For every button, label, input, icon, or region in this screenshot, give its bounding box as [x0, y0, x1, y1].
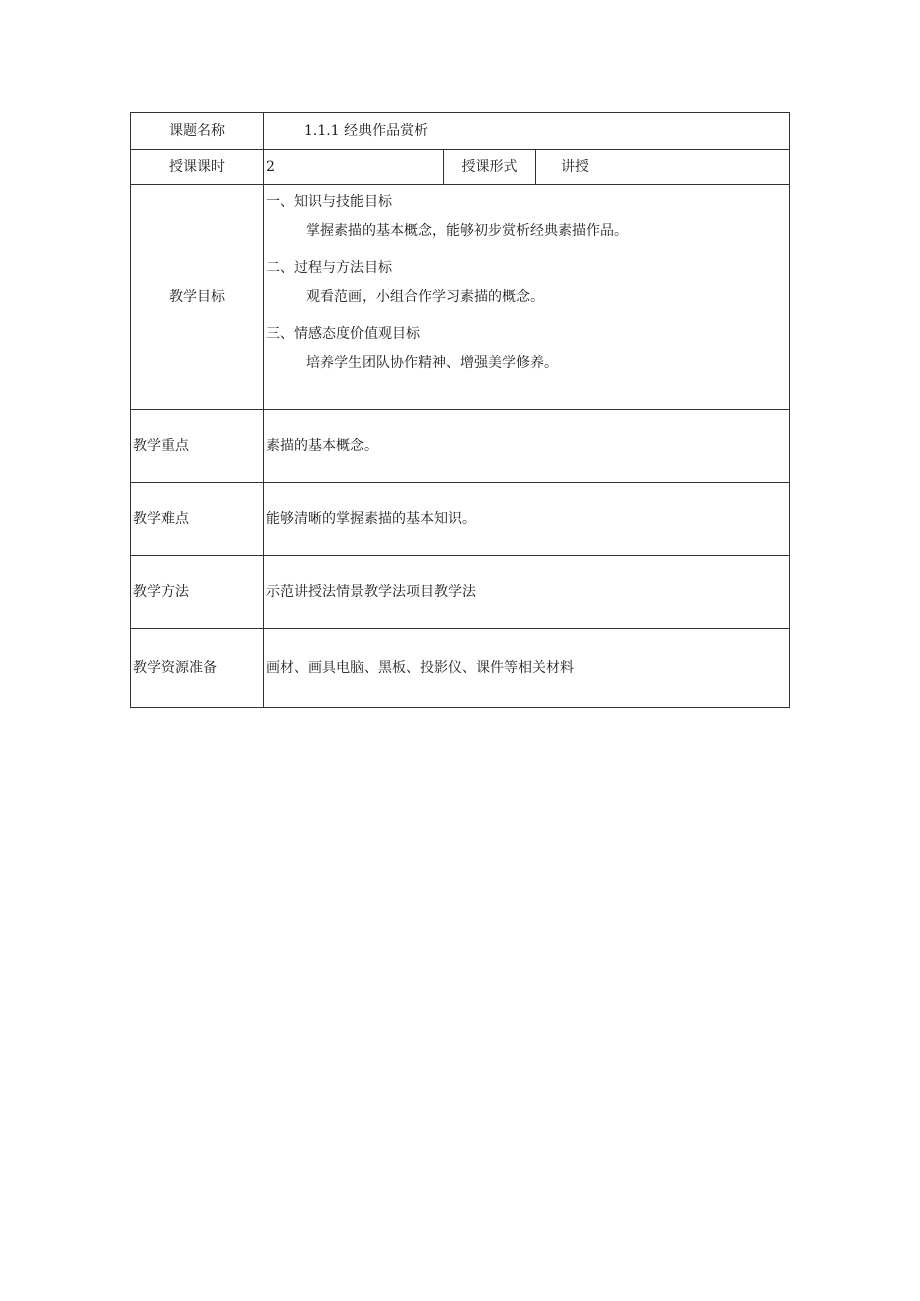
- methods-row: [131, 556, 790, 629]
- methods-label: 教学方法: [131, 556, 264, 629]
- objective-heading: 二、过程与方法目标: [266, 260, 392, 276]
- hours-row: [131, 150, 790, 185]
- resources-value: 画材、画具电脑、黑板、投影仪、课件等相关材料: [264, 629, 790, 708]
- hours-label: 授课课时: [131, 150, 264, 185]
- hours-value: 2: [264, 150, 444, 185]
- lesson-plan-table: [130, 112, 790, 708]
- objective-heading: 一、知识与技能目标: [266, 194, 392, 210]
- topic-value: 1.1.1 经典作品赏析: [264, 113, 790, 150]
- topic-row: [131, 113, 790, 150]
- objective-body: 掌握素描的基本概念，能够初步赏析经典素描作品。: [306, 223, 628, 239]
- objective-body: 观看范画，小组合作学习素描的概念。: [306, 289, 544, 305]
- methods-value: 示范讲授法情景教学法项目教学法: [264, 556, 790, 629]
- objectives-content: [264, 185, 790, 410]
- difficulties-label: 教学难点: [131, 483, 264, 556]
- key-points-row: [131, 410, 790, 483]
- objective-body: 培养学生团队协作精神、增强美学修养。: [306, 355, 558, 371]
- key-points-label: 教学重点: [131, 410, 264, 483]
- difficulties-value: 能够清晰的掌握素描的基本知识。: [264, 483, 790, 556]
- objectives-label: 教学目标: [131, 185, 264, 410]
- key-points-value: 素描的基本概念。: [264, 410, 790, 483]
- objectives-row: [131, 185, 790, 410]
- difficulties-row: [131, 483, 790, 556]
- topic-label: 课题名称: [131, 113, 264, 150]
- format-label: 授课形式: [444, 150, 536, 185]
- format-value: 讲授: [536, 150, 790, 185]
- resources-label: 教学资源准备: [131, 629, 264, 708]
- resources-row: [131, 629, 790, 708]
- objective-heading: 三、情感态度价值观目标: [266, 326, 420, 342]
